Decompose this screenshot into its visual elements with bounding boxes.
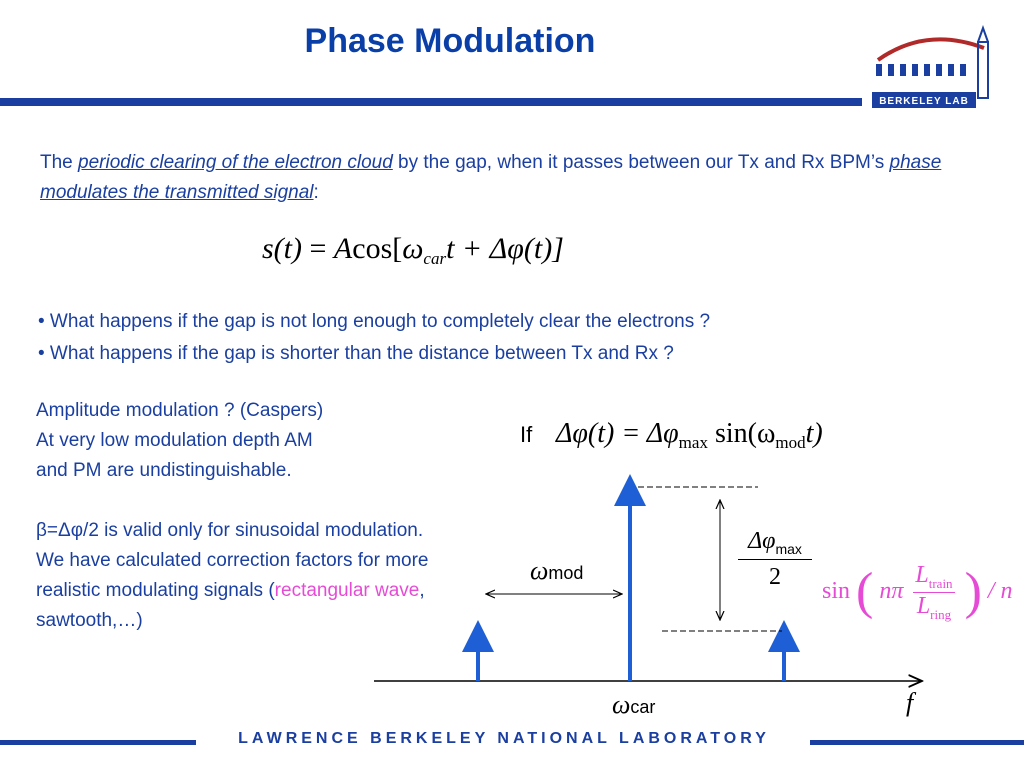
- cond-lhs: Δφ(t) = Δφ: [556, 418, 679, 449]
- note-text: β=Δφ/2 is valid only for sinusoidal modulation. We have calculated correction factors for more realistic modulating signals (: [36, 520, 429, 601]
- eq-rest: t + Δφ(t)]: [446, 232, 564, 265]
- omega-symbol: ω: [530, 556, 549, 585]
- page-title: Phase Modulation: [304, 22, 596, 60]
- car-sub: car: [630, 697, 656, 717]
- eq-omega: ω: [402, 232, 424, 265]
- note-line: Amplitude modulation ? (Caspers): [36, 400, 324, 421]
- intro-text: by the gap, when it passes between our Tx and Rx BPM’s: [392, 152, 890, 173]
- cond-max-sub: max: [678, 433, 708, 452]
- footer-divider-left: [0, 740, 196, 745]
- note-text: , sawtooth,…): [36, 580, 425, 631]
- max-sub: max: [775, 540, 802, 557]
- intro-text: :: [313, 182, 319, 203]
- omega-car-label: [612, 690, 655, 720]
- intro-text: The: [40, 152, 79, 173]
- open-paren: (: [856, 563, 874, 620]
- close-paren: ): [964, 563, 982, 620]
- frequency-label: f: [906, 688, 914, 717]
- bullet-item: • What happens if the gap is not long enough to completely clear the electrons ?: [38, 311, 711, 332]
- mod-sub: mod: [548, 563, 584, 583]
- l-ring: L: [916, 592, 931, 619]
- note-line: At very low modulation depth AM: [36, 430, 313, 451]
- if-label: If: [520, 422, 533, 447]
- delta-phi: Δφ: [748, 528, 776, 554]
- note-highlight: rectangular wave: [274, 580, 420, 601]
- eq-lhs: s(t): [262, 232, 302, 265]
- l-train: L: [915, 562, 929, 589]
- fraction-numerator: [738, 528, 812, 560]
- cond-rest: t): [805, 418, 823, 449]
- ring-sub: ring: [930, 606, 952, 622]
- footer-divider-right: [810, 740, 1024, 745]
- eq-cos: cos[: [352, 232, 403, 265]
- eq-car-sub: car: [423, 249, 447, 268]
- n-pi: nπ: [879, 578, 904, 604]
- omega-symbol: ω: [612, 690, 631, 719]
- bullet-item: • What happens if the gap is shorter than the distance between Tx and Rx ?: [38, 343, 674, 364]
- logo-text: BERKELEY LAB: [879, 96, 969, 107]
- note-line: and PM are undistinguishable.: [36, 460, 292, 481]
- fraction-denominator: 2: [769, 563, 781, 590]
- omega-mod-label: [530, 556, 583, 586]
- correction-formula: [822, 562, 1013, 623]
- divide-n: / n: [987, 578, 1013, 604]
- sin-text: sin: [822, 578, 851, 604]
- intro-emphasis-1: periodic clearing of the electron cloud: [78, 152, 393, 173]
- length-ratio: [913, 562, 954, 623]
- ratio-denominator: [913, 593, 954, 623]
- intro-emphasis-2: phase modulates the transmitted signal: [40, 152, 942, 203]
- half-amplitude-fraction: [738, 528, 812, 591]
- train-sub: train: [928, 575, 953, 591]
- eq-amplitude: A: [333, 232, 353, 265]
- cond-mod-sub: mod: [775, 433, 806, 452]
- ratio-numerator: [913, 562, 954, 593]
- footer-lab-name: LAWRENCE BERKELEY NATIONAL LABORATORY: [238, 730, 770, 747]
- cond-sin: sin(ω: [707, 418, 776, 449]
- eq-equals: =: [302, 232, 334, 265]
